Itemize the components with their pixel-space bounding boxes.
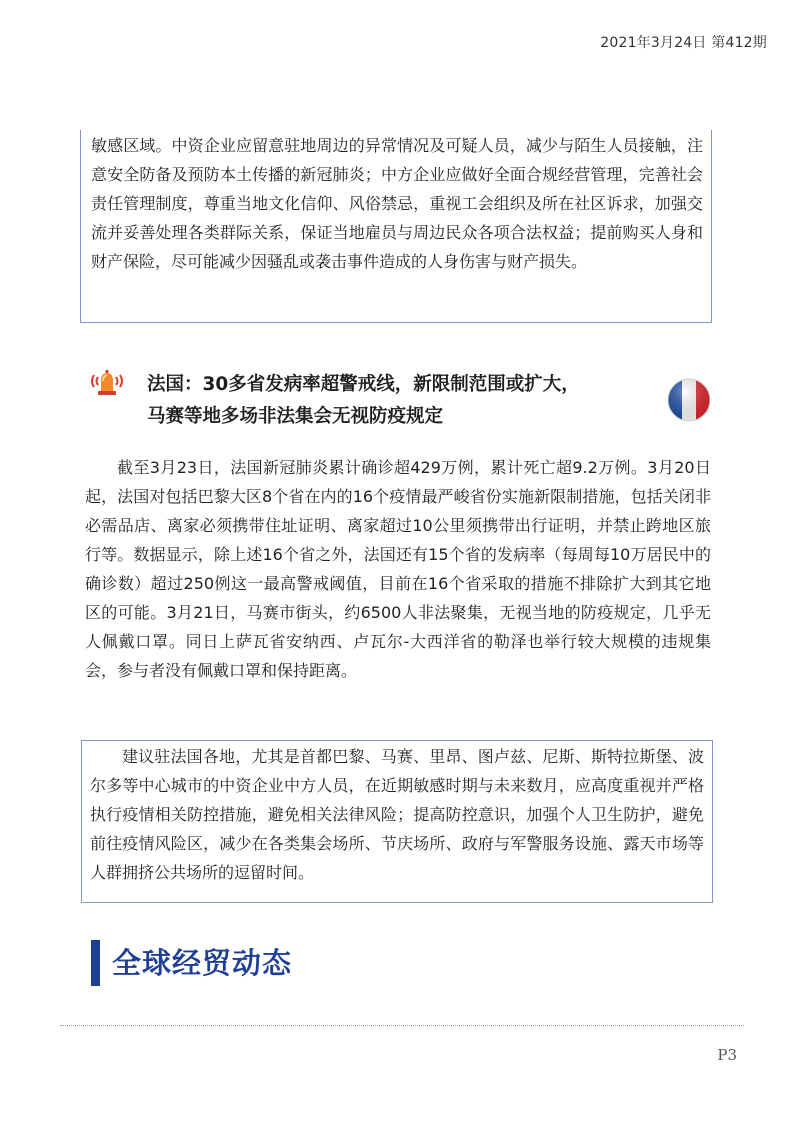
france-flag-icon — [666, 377, 712, 423]
page-number: P3 — [717, 1046, 737, 1064]
section-title-line2: 马赛等地多场非法集会无视防疫规定 — [147, 406, 444, 427]
section-heading-bar — [91, 940, 100, 986]
section-heading: 全球经贸动态 — [112, 946, 293, 980]
advice-text: 敏感区域。中资企业应留意驻地周边的异常情况及可疑人员，减少与陌生人员接触，注意安全防备及预防本土传播的新冠肺炎；中方企业应做好全面合规经营管理，完善社会责任管理制度，尊重当地文化信仰、风俗禁忌，重视工会组织及所在社区诉求，加强交流并妥善处理各类群际关系，保证当地雇员与周边民众各项合法权益；提前购买人身和财产保险，尽可能减少因骚乱或袭击事件造成的人身伤害与财产损失。 — [91, 136, 703, 271]
issue-date: 2021年3月24日 第412期 — [600, 35, 767, 51]
footer-divider — [60, 1025, 744, 1026]
advice-box-continued — [80, 130, 712, 323]
section-body: 截至3月23日，法国新冠肺炎累计确诊超429万例，累计死亡超9.2万例。3月20日起，法国对包括巴黎大区8个省在内的16个疫情最严峻省份实施新限制措施，包括关闭非必需品店、离家必须携带住址证明、离家超过10公里须携带出行证明，并禁止跨地区旅行等。数据显示，除上述16个省之外，法国还有15个省的发病率（每周每10万居民中的确诊数）超过250例这一最高警戒阈值，目前在16个省采取的措施不排除扩大到其它地区的可能。3月21日，马赛市街头，约6500人非法聚集，无视当地的防疫规定，几乎无人佩戴口罩。同日上萨瓦省安纳西、卢瓦尔-大西洋省的勒泽也举行较大规模的违规集会，参与者没有佩戴口罩和保持距离。 — [85, 458, 711, 680]
alarm-bell-icon — [88, 367, 126, 399]
section-title-line1: 法国：30多省发病率超警戒线，新限制范围或扩大， — [147, 374, 580, 395]
section-title — [147, 369, 647, 433]
advice-text: 建议驻法国各地，尤其是首都巴黎、马赛、里昂、图卢兹、尼斯、斯特拉斯堡、波尔多等中心城市的中资企业中方人员，在近期敏感时期与未来数月，应高度重视并严格执行疫情相关防控措施，避免相关法律风险；提高防控意识，加强个人卫生防护，避免前往疫情风险区，减少在各类集会场所、节庆场所、政府与军警服务设施、露天市场等人群拥挤公共场所的逗留时间。 — [90, 747, 704, 882]
advice-box — [81, 740, 713, 903]
